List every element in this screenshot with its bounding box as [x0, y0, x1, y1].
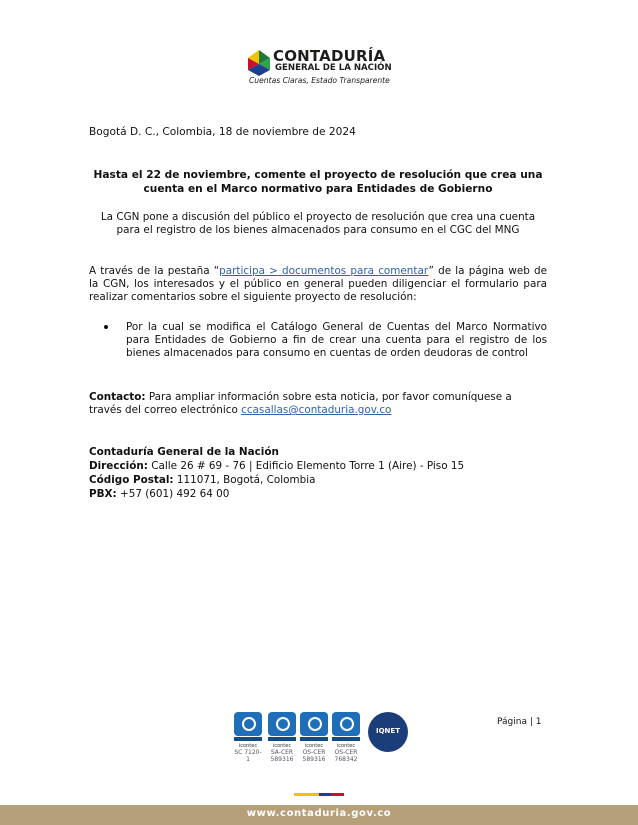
contact-email-link[interactable]: ccasallas@contaduria.gov.co	[241, 404, 392, 416]
cert-code: SC 7120-1	[234, 749, 262, 763]
summary: La CGN pone a discusión del público el proyecto de resolución que crea una cuenta para el registro de los bienes almacenados para consumo en el CGC del MNG	[100, 211, 536, 236]
contact-label: Contacto:	[89, 391, 146, 403]
postal-label: Código Postal:	[89, 474, 174, 486]
cert-code: OS-CER 768342	[334, 749, 358, 763]
iqnet-logo	[368, 712, 408, 752]
body-paragraph	[89, 265, 547, 304]
postal-line	[89, 473, 547, 487]
icontec-cert-logo	[268, 712, 296, 763]
cert-bar	[300, 737, 328, 741]
icontec-icon	[268, 712, 296, 736]
flag-yellow	[294, 793, 319, 796]
icontec-cert-logo	[300, 712, 328, 763]
date-line: Bogotá D. C., Colombia, 18 de noviembre de 2024	[89, 126, 356, 138]
contact-text: Para ampliar información sobre esta noticia, por favor comuníquese a través del correo electrónico	[89, 391, 512, 416]
bullet-dot-icon	[104, 325, 108, 329]
headline: Hasta el 22 de noviembre, comente el proyecto de resolución que crea una cuenta en el Marco normativo para Entidades de Gobierno	[93, 169, 543, 195]
logo-subtitle: GENERAL DE LA NACIÓN	[275, 63, 392, 73]
cert-name: icontec	[304, 743, 324, 749]
postal-value: 111071, Bogotá, Colombia	[173, 474, 316, 486]
cgn-logo	[246, 48, 396, 88]
icontec-icon	[332, 712, 360, 736]
pbx-line	[89, 487, 547, 501]
colombia-flag-stripe	[294, 793, 344, 796]
cert-name: icontec	[272, 743, 292, 749]
footer-bar	[0, 805, 638, 825]
participa-link[interactable]: participa > documentos para comentar	[219, 265, 429, 277]
cert-bar	[234, 737, 262, 741]
org-name: Contaduría General de la Nación	[89, 446, 279, 458]
logo-tagline: Cuentas Claras, Estado Transparente	[249, 76, 390, 85]
cert-bar	[332, 737, 360, 741]
icontec-cert-logo	[234, 712, 262, 763]
page-number: Página | 1	[497, 717, 542, 727]
icontec-icon	[234, 712, 262, 736]
cert-code: SA-CER 589316	[270, 749, 294, 763]
pbx-value: +57 (601) 492 64 00	[116, 488, 230, 500]
address-label: Dirección:	[89, 460, 148, 472]
icontec-cert-logo	[332, 712, 360, 763]
iqnet-label: IQNET	[376, 727, 400, 735]
contact-paragraph	[89, 391, 547, 417]
org-info	[89, 445, 547, 501]
cert-name: icontec	[238, 743, 258, 749]
flag-red	[331, 793, 344, 796]
cert-code: OS-CER 589316	[302, 749, 326, 763]
bullet-item: Por la cual se modifica el Catálogo General de Cuentas del Marco Normativo para Entidades de Gobierno a fin de crear una cuenta para el registro de los bienes almacenados para consumo en cuentas de orden deudoras de control	[126, 321, 547, 359]
icontec-icon	[300, 712, 328, 736]
address-line	[89, 459, 547, 473]
flag-blue	[319, 793, 331, 796]
cert-bar	[268, 737, 296, 741]
body-text-after: ” de la página web de la CGN, los interesados y el público en general pueden diligenciar el formulario para realizar comentarios sobre el siguiente proyecto de resolución:	[89, 265, 547, 303]
certification-logos	[234, 712, 414, 772]
cgn-emblem-icon	[246, 48, 272, 78]
address-value: Calle 26 # 69 - 76 | Edificio Elemento Torre 1 (Aire) - Piso 15	[147, 460, 465, 472]
logo-title: CONTADURÍA	[273, 47, 386, 65]
pbx-label: PBX:	[89, 488, 117, 500]
footer-url[interactable]: www.contaduria.gov.co	[246, 808, 392, 819]
cert-name: icontec	[336, 743, 356, 749]
body-text-before: A través de la pestaña “	[89, 265, 220, 277]
